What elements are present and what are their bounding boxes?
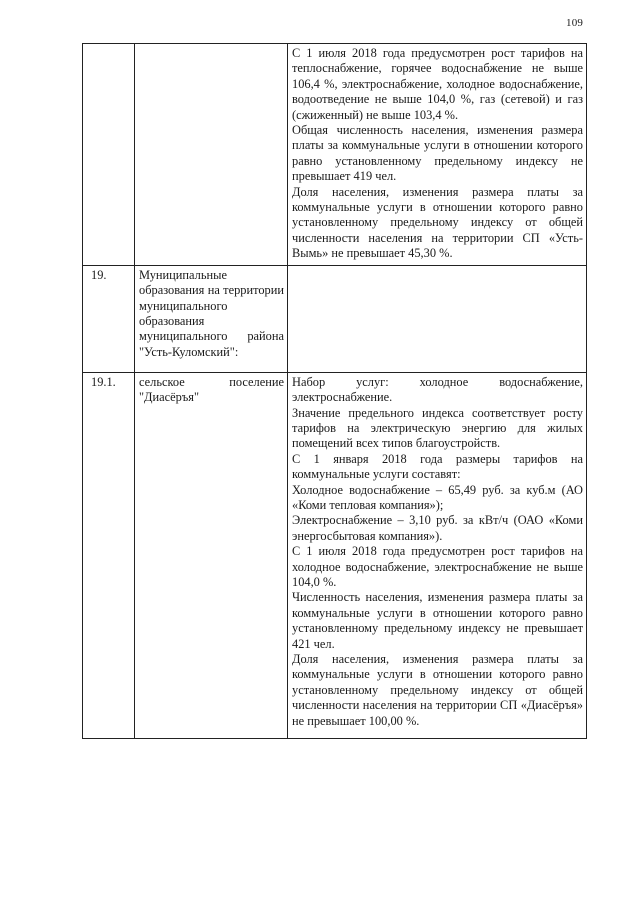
page-number: 109: [566, 17, 584, 29]
description-paragraph: С 1 июля 2018 года предусмотрен рост тарифов на теплоснабжение, горячее водоснабжение не выше 106,4 %, электроснабжение, холодное водоснабжение, водоотведение не выше 104,0 %, газ (сетевой) и газ (сжиженный) не выше 103,4 %.: [292, 46, 583, 122]
row-number-cell: 19.: [83, 265, 135, 372]
tariff-table: [82, 43, 587, 739]
description-paragraph: Доля населения, изменения размера платы за коммунальные услуги в отношении которого равно установленному предельному индексу от общей численности населения на территории СП «Диасёръя» не превышает 100,00 %.: [292, 652, 583, 728]
description-cell: [288, 265, 587, 372]
description-paragraph: Доля населения, изменения размера платы за коммунальные услуги в отношении которого равно установленному предельному индексу от общей численности населения на территории СП «Усть-Вымь» не превышает 45,30 %.: [292, 184, 583, 261]
description-paragraph: Электроснабжение – 3,10 руб. за кВт/ч (ОАО «Коми энергосбытовая компания»).: [292, 513, 583, 543]
description-paragraph: Общая численность населения, изменения размера платы за коммунальные услуги в отношении которого равно установленному предельному индексу не превышает 419 чел.: [292, 123, 583, 184]
municipality-name-cell: сельское поселение "Диасёръя": [135, 372, 288, 738]
description-paragraph: С 1 января 2018 года размеры тарифов на коммунальные услуги составят:: [292, 451, 583, 482]
description-paragraph: Холодное водоснабжение – 65,49 руб. за куб.м (АО «Коми тепловая компания»);: [292, 482, 583, 512]
description-cell: [288, 44, 587, 266]
description-paragraph: Численность населения, изменения размера платы за коммунальные услуги в отношении которого равно установленному предельному индексу не превышает 421 чел.: [292, 590, 583, 651]
municipality-name-cell: Муниципальные образования на территории муниципального образования муниципального района "Усть-Куломский":: [135, 265, 288, 372]
municipality-name-cell: [135, 44, 288, 266]
description-paragraph: С 1 июля 2018 года предусмотрен рост тарифов на холодное водоснабжение, электроснабжение не выше 104,0 %.: [292, 544, 583, 589]
description-paragraph: Набор услуг: холодное водоснабжение, электроснабжение.: [292, 374, 583, 405]
table-row: [83, 44, 587, 266]
table-row: [83, 265, 587, 372]
description-paragraph: Значение предельного индекса соответствует росту тарифов на электрическую энергию для жилых помещений всех типов благоустройств.: [292, 405, 583, 451]
row-number-cell: [83, 44, 135, 266]
table-row: [83, 372, 587, 738]
row-number-cell: 19.1.: [83, 372, 135, 738]
description-cell: [288, 372, 587, 738]
